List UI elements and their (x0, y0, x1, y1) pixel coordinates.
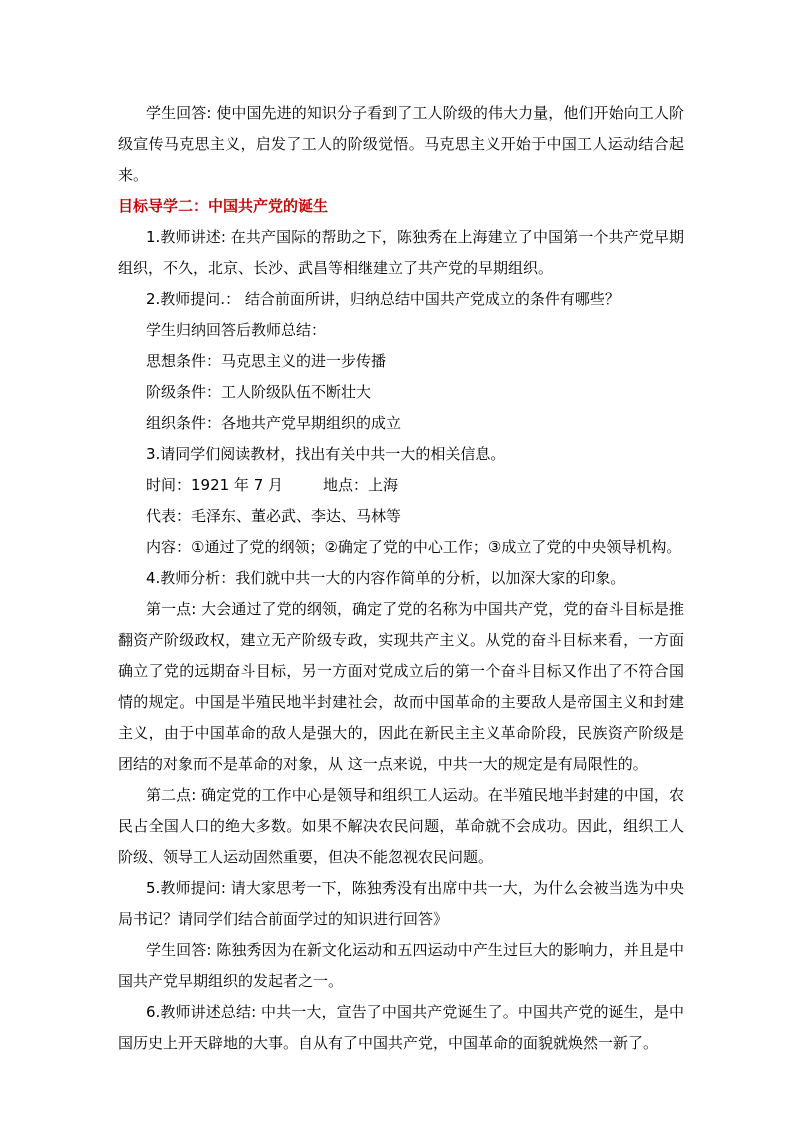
section-heading-goal-2: 目标导学二：中国共产党的诞生 (118, 197, 329, 215)
congress-delegates: 代表：毛泽东、董必武、李达、马林等 (146, 507, 402, 525)
student-answer-1: 学生回答: 使中国先进的知识分子看到了工人阶级的伟大力量，他们开始向工人阶级宣传马克思主义，启发了工人的阶级觉悟。马克思主义开始于中国工人运动结合起来。 (118, 104, 684, 184)
analysis-point-1: 第一点: 大会通过了党的纲领，确定了党的名称为中国共产党，党的奋斗目标是推翻资产阶级政权，建立无产阶级专政，实现共产主义。从党的奋斗目标来看，一方面确立了党的远期奋斗目标，另一方面对党成立后的第一个奋斗目标又作出了不符合国情的规定。中国是半殖民地半封建社会，故而中国革命的主要敌人是帝国主义和封建主义，由于中国革命的敌人是强大的，因此在新民主主义革命阶段，民族资产阶级是团结的对象而不是革命的对象，从 这一点来说，中共一大的规定是有局限性的。 (118, 600, 684, 773)
analysis-point-2: 第二点: 确定党的工作中心是领导和组织工人运动。在半殖民地半封建的中国，农民占全国人口的绝大多数。如果不解决农民问题，革命就不会成功。因此，组织工人阶级、领导工人运动固然重要，但决不能忽视农民问题。 (118, 786, 684, 866)
congress-place: 地点：上海 (323, 476, 399, 494)
document-body (118, 98, 684, 1059)
condition-class: 阶级条件：工人阶级队伍不断壮大 (146, 383, 372, 401)
student-answer-2: 学生回答: 陈独秀因为在新文化运动和五四运动中产生过巨大的影响力，并且是中国共产党早期组织的发起者之一。 (118, 941, 684, 990)
condition-ideology: 思想条件：马克思主义的进一步传播 (146, 352, 387, 370)
teacher-question-5: 5.教师提问: 请大家思考一下，陈独秀没有出席中共一大，为什么会被当选为中央局书记？请同学们结合前面学过的知识进行回答》 (118, 879, 684, 928)
congress-time-place (118, 470, 684, 501)
student-summary-intro: 学生归纳回答后教师总结： (146, 321, 327, 339)
teacher-question-2: 2.教师提问.： 结合前面所讲，归纳总结中国共产党成立的条件有哪些？ (146, 290, 620, 308)
teacher-analysis-4: 4.教师分析：我们就中共一大的内容作简单的分析，以加深大家的印象。 (146, 569, 626, 587)
teacher-narration-1: 1.教师讲述: 在共产国际的帮助之下，陈独秀在上海建立了中国第一个共产党早期组织，不久，北京、长沙、武昌等相继建立了共产党的早期组织。 (118, 228, 684, 277)
teacher-summary-6: 6.教师讲述总结: 中共一大，宣告了中国共产党诞生了。中国共产党的诞生，是中国历史上开天辟地的大事。自从有了中国共产党，中国革命的面貌就焕然一新了。 (118, 1003, 684, 1052)
reading-task-3: 3.请同学们阅读教材，找出有关中共一大的相关信息。 (146, 445, 506, 463)
congress-content: 内容：①通过了党的纲领；②确定了党的中心工作；③成立了党的中央领导机构。 (146, 538, 682, 556)
congress-time: 时间：1921 年 7 月 (146, 476, 284, 494)
condition-organization: 组织条件：各地共产党早期组织的成立 (146, 414, 402, 432)
